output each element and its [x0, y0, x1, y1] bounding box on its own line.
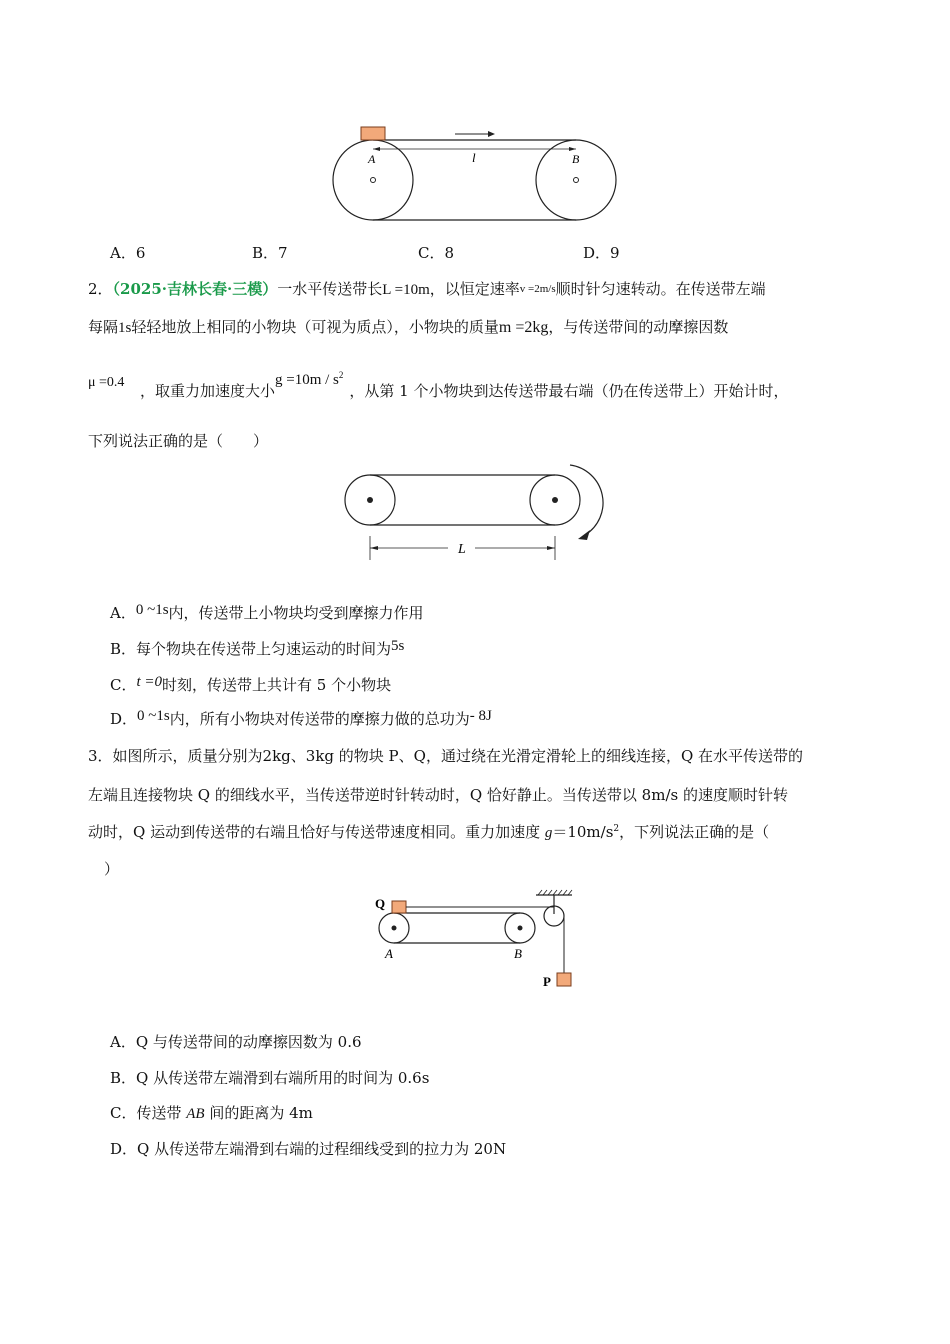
q3-option-a[interactable]: A．Q 与传送带间的动摩擦因数为 0.6 [110, 1033, 362, 1051]
q3-pulley-figure [370, 888, 580, 993]
label-B: B [514, 946, 522, 961]
q1-option-a[interactable]: A．6 [110, 244, 146, 262]
q2-L-expr: L =10m [382, 282, 430, 298]
q3-option-d[interactable]: D．Q 从传送带左端滑到右端的过程细线受到的拉力为 20N [110, 1140, 507, 1158]
q3-line-3: 动时，Q 运动到传送带的右端且恰好与传送带速度相同。重力加速度 $g=10m/s^2$，下列说法正确的是（ [88, 823, 770, 841]
q3-option-b[interactable]: B．Q 从传送带左端滑到右端所用的时间为 0.6s [110, 1069, 430, 1087]
left-axle [367, 497, 373, 503]
label-P: P [543, 974, 551, 989]
q1-conveyor-figure [325, 120, 625, 230]
q1-option-b[interactable]: B．7 [252, 244, 288, 262]
q2-option-a[interactable]: A．0 ~1s内，传送带上小物块均受到摩擦力作用 [110, 602, 424, 622]
label-A: A [368, 152, 376, 166]
q2-line-2: 每隔1s轻轻地放上相同的小物块（可视为质点），小物块的质量m =2kg，与传送带间的动摩擦因数 [88, 318, 729, 336]
right-axle [552, 497, 558, 503]
label-L: L [458, 542, 466, 557]
q2-line-3b: ，取重力加速度大小$g =10m / s^2$，从第 1 个小物块到达传送带最右端（仍在传送带上）开始计时， [140, 370, 789, 400]
q3-option-c[interactable]: C．传送带 AB 间的距离为 4m [110, 1104, 313, 1122]
q1-option-c[interactable]: C．8 [418, 244, 455, 262]
label-B: B [572, 152, 580, 166]
q2-question-end: 下列说法正确的是（ ） [88, 432, 269, 450]
block-Q [392, 901, 406, 913]
block-P [557, 973, 571, 986]
q3-question-end: ） [104, 860, 120, 878]
label-Q: Q [375, 896, 386, 911]
q2-mu-expr: μ =0.4 [88, 375, 125, 390]
q1-option-d[interactable]: D．9 [583, 244, 620, 262]
q2-conveyor-figure [340, 460, 615, 562]
q2-option-b[interactable]: B．每个物块在传送带上匀速运动的时间为5s [110, 638, 405, 658]
q2-m-expr: m =2kg [498, 319, 549, 336]
label-A: A [385, 946, 393, 961]
q3-line-1: 3．如图所示，质量分别为2kg、3kg 的物块 P、Q，通过绕在光滑定滑轮上的细线连接，Q 在水平传送带的 [88, 747, 804, 765]
clockwise-arrow-icon [570, 465, 603, 535]
q2-v-expr: v =2m/s [519, 283, 556, 295]
right-axle [574, 178, 579, 183]
q2-line-3 [88, 372, 124, 391]
label-l: l [472, 150, 476, 165]
ceiling-hatch [538, 890, 572, 895]
q2-option-d[interactable]: D．0 ~1s内，所有小物块对传送带的摩擦力做的总功为- 8J [110, 708, 492, 728]
left-axle [371, 178, 376, 183]
block [361, 127, 385, 140]
q2-source: （2025·吉林长春·三模） [112, 280, 278, 298]
q2-number: 2． [88, 280, 113, 298]
q2-line-1: 2．（2025·吉林长春·三模）一水平传送带长L =10m，以恒定速率v =2m/s顺时针匀速转动。在传送带左端 [88, 280, 766, 298]
q3-line-2: 左端且连接物块 Q 的细线水平，当传送带逆时针转动时，Q 恰好静止。当传送带以 8m/s 的速度顺时针转 [88, 786, 788, 804]
q2-g-expr: $g =10m / s^2$ [275, 370, 344, 388]
q2-option-c[interactable]: C．t =0时刻，传送带上共计有 5 个小物块 [110, 674, 392, 694]
